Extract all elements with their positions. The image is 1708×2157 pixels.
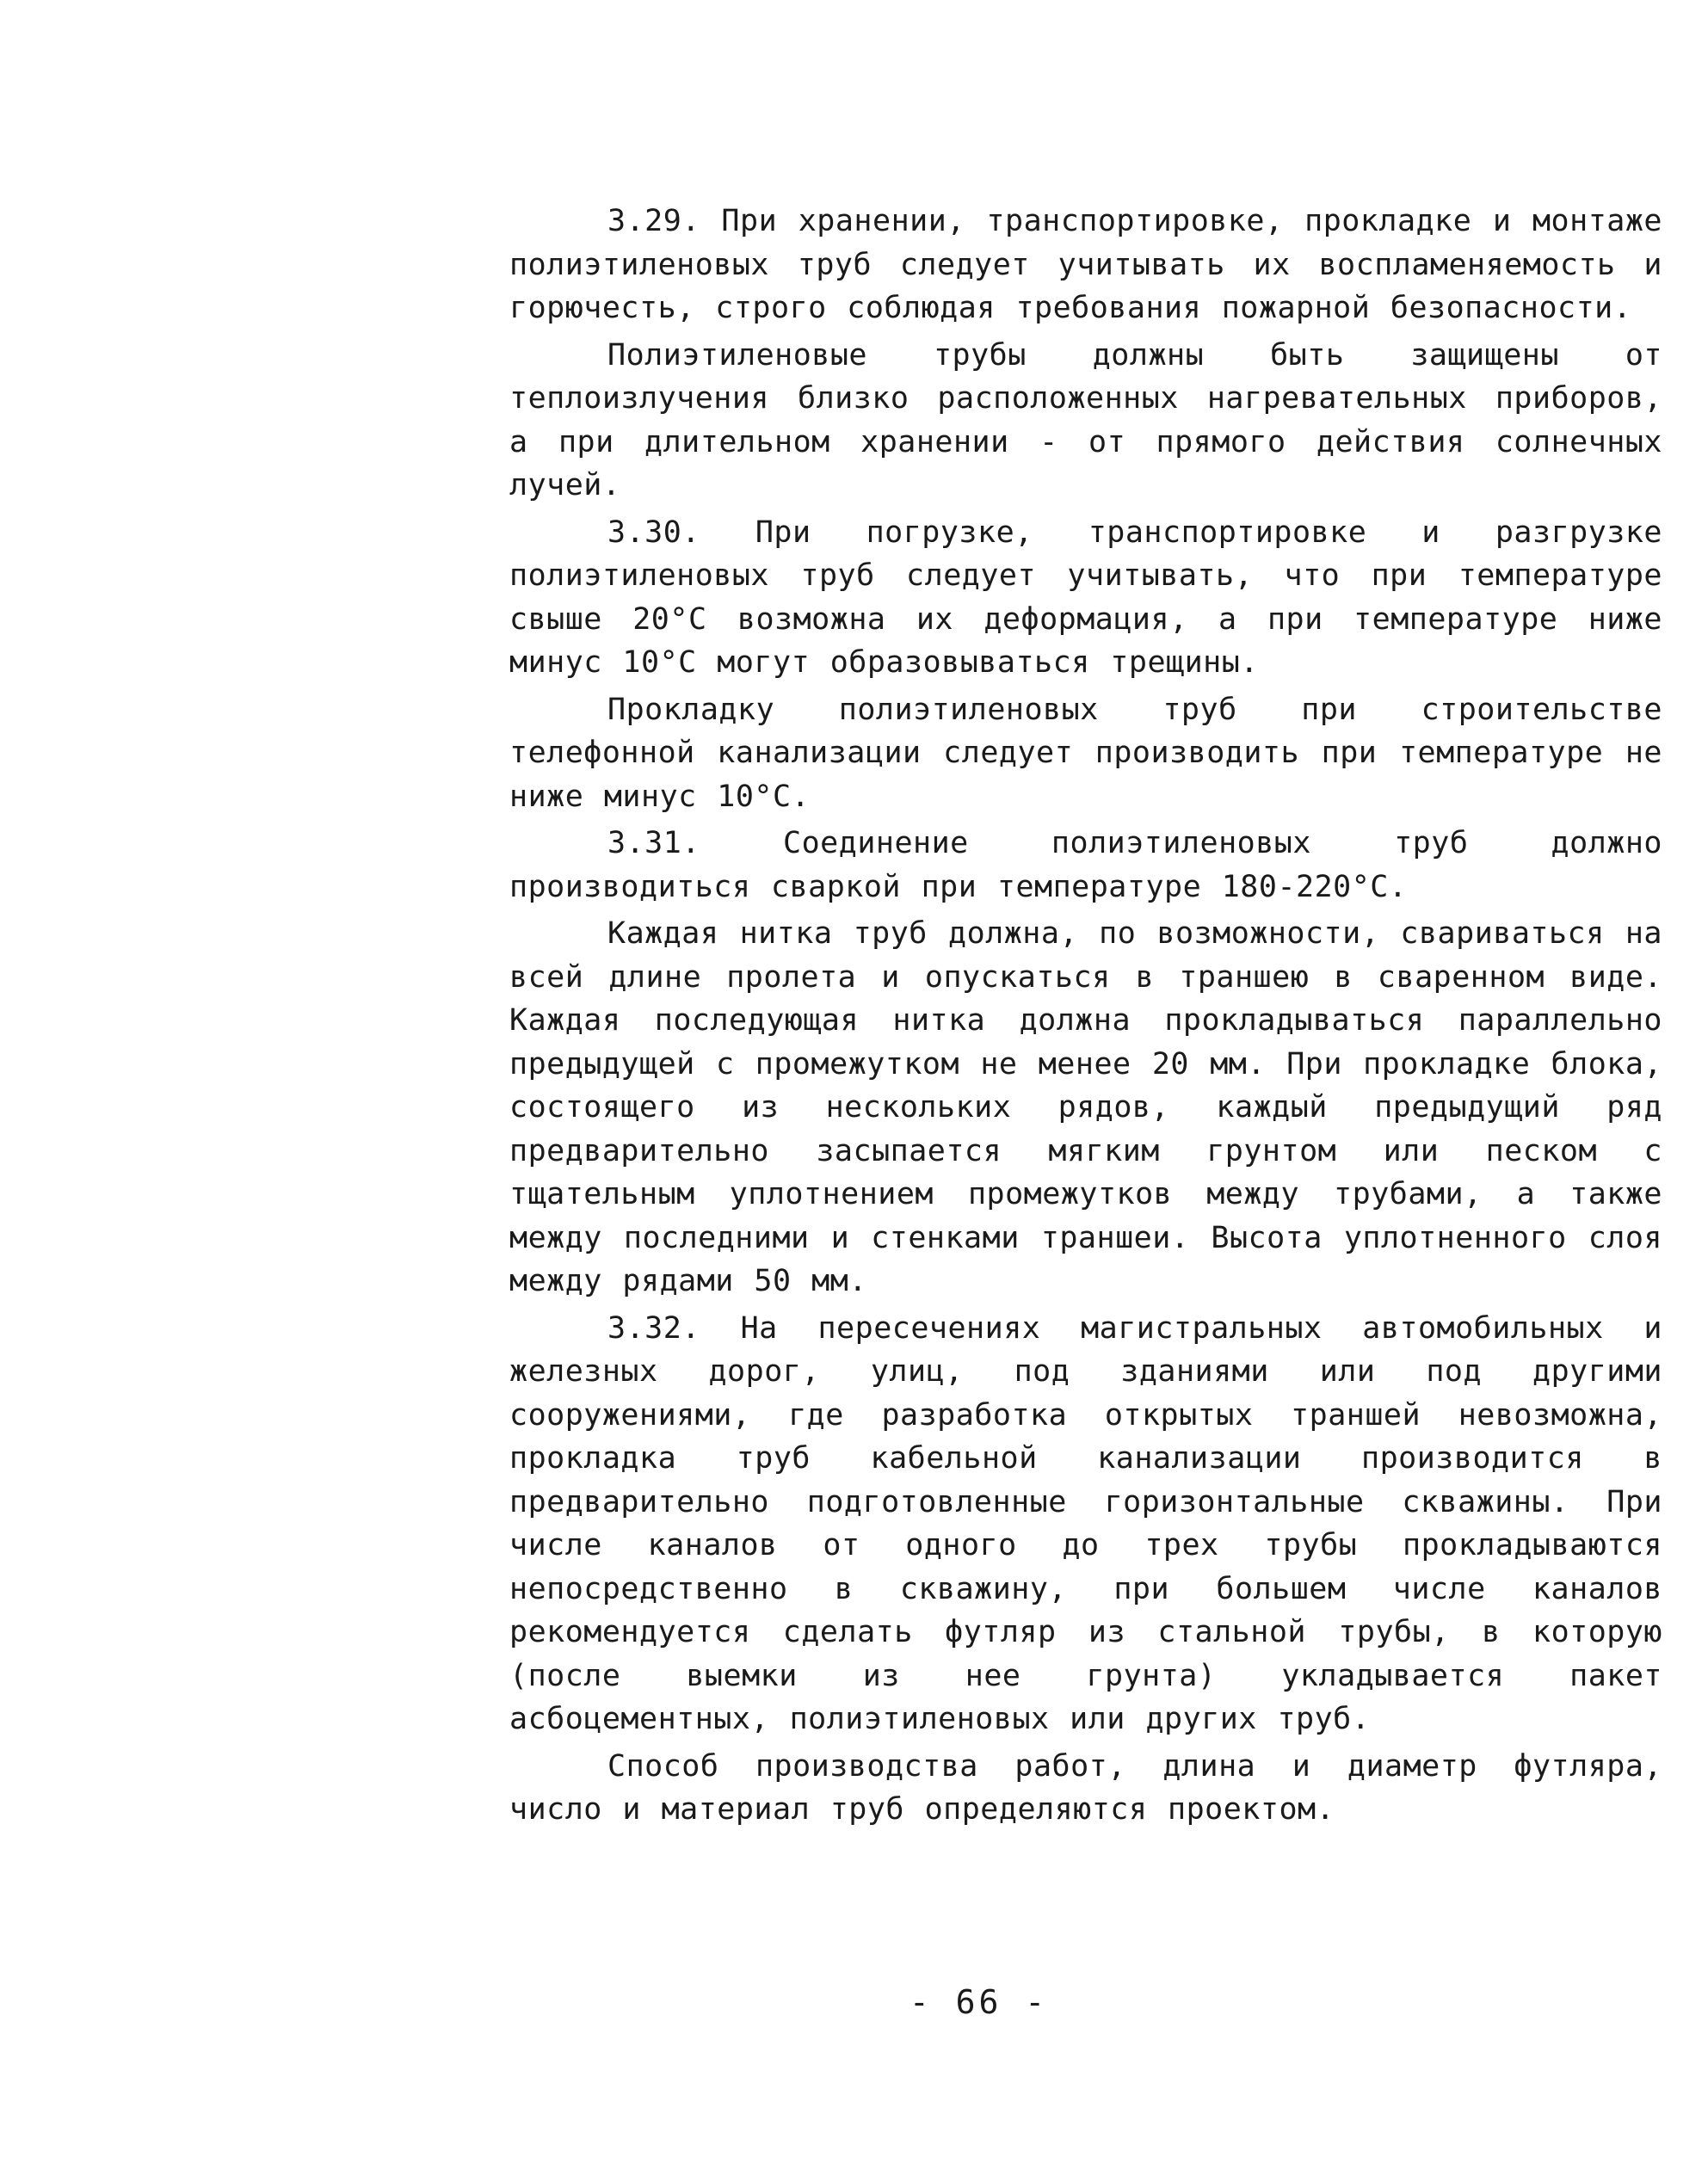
paragraph-3-32: 3.32. На пересечениях магистральных автомобильных и железных дорог, улиц, под зданиями или под другими сооружениями, где разработка открытых траншей невозможна, прокладка труб кабельной канализации производится в предварительно подготовленные горизонтальные скважины. При числе каналов от одного до трех трубы прокладываются непосредственно в скважину, при большем числе каналов рекомендуется сделать футляр из стальной трубы, в которую (после выемки из нее грунта) укладывается пакет асбоцементных, полиэтиленовых или других труб.	[509, 1310, 1662, 1736]
paragraph-laying-temperature: Прокладку полиэтиленовых труб при строительстве телефонной канализации следует производить при температуре не ниже минус 10°С.	[509, 692, 1662, 814]
body-text	[509, 200, 1662, 1835]
paragraph-3-29: 3.29. При хранении, транспортировке, прокладке и монтаже полиэтиленовых труб следует учитывать их воспламеняемость и горючесть, строго соблюдая требования пожарной безопасности.	[509, 204, 1662, 325]
paragraph-3-31: 3.31. Соединение полиэтиленовых труб должно производиться сваркой при температуре 180-220°С.	[509, 826, 1662, 904]
page-number: - 66 -	[909, 1983, 1049, 2021]
paragraph-heat-protection: Полиэтиленовые трубы должны быть защищены от теплоизлучения близко расположенных нагревательных приборов, а при длительном хранении - от прямого действия солнечных лучей.	[509, 337, 1662, 502]
paragraph-method: Способ производства работ, длина и диаметр футляра, число и материал труб определяются проектом.	[509, 1748, 1662, 1827]
paragraph-3-30: 3.30. При погрузке, транспортировке и разгрузке полиэтиленовых труб следует учитывать, что при температуре свыше 20°С возможна их деформация, а при температуре ниже минус 10°С могут образовываться трещины.	[509, 515, 1662, 680]
paragraph-pipe-strand: Каждая нитка труб должна, по возможности, свариваться на всей длине пролета и опускаться в траншею в сваренном виде. Каждая последующая нитка должна прокладываться параллельно предыдущей с промежутком не менее 20 мм. При прокладке блока, состоящего из нескольких рядов, каждый предыдущий ряд предварительно засыпается мягким грунтом или песком с тщательным уплотнением промежутков между трубами, а также между последними и стенками траншеи. Высота уплотненного слоя между рядами 50 мм.	[509, 916, 1662, 1298]
